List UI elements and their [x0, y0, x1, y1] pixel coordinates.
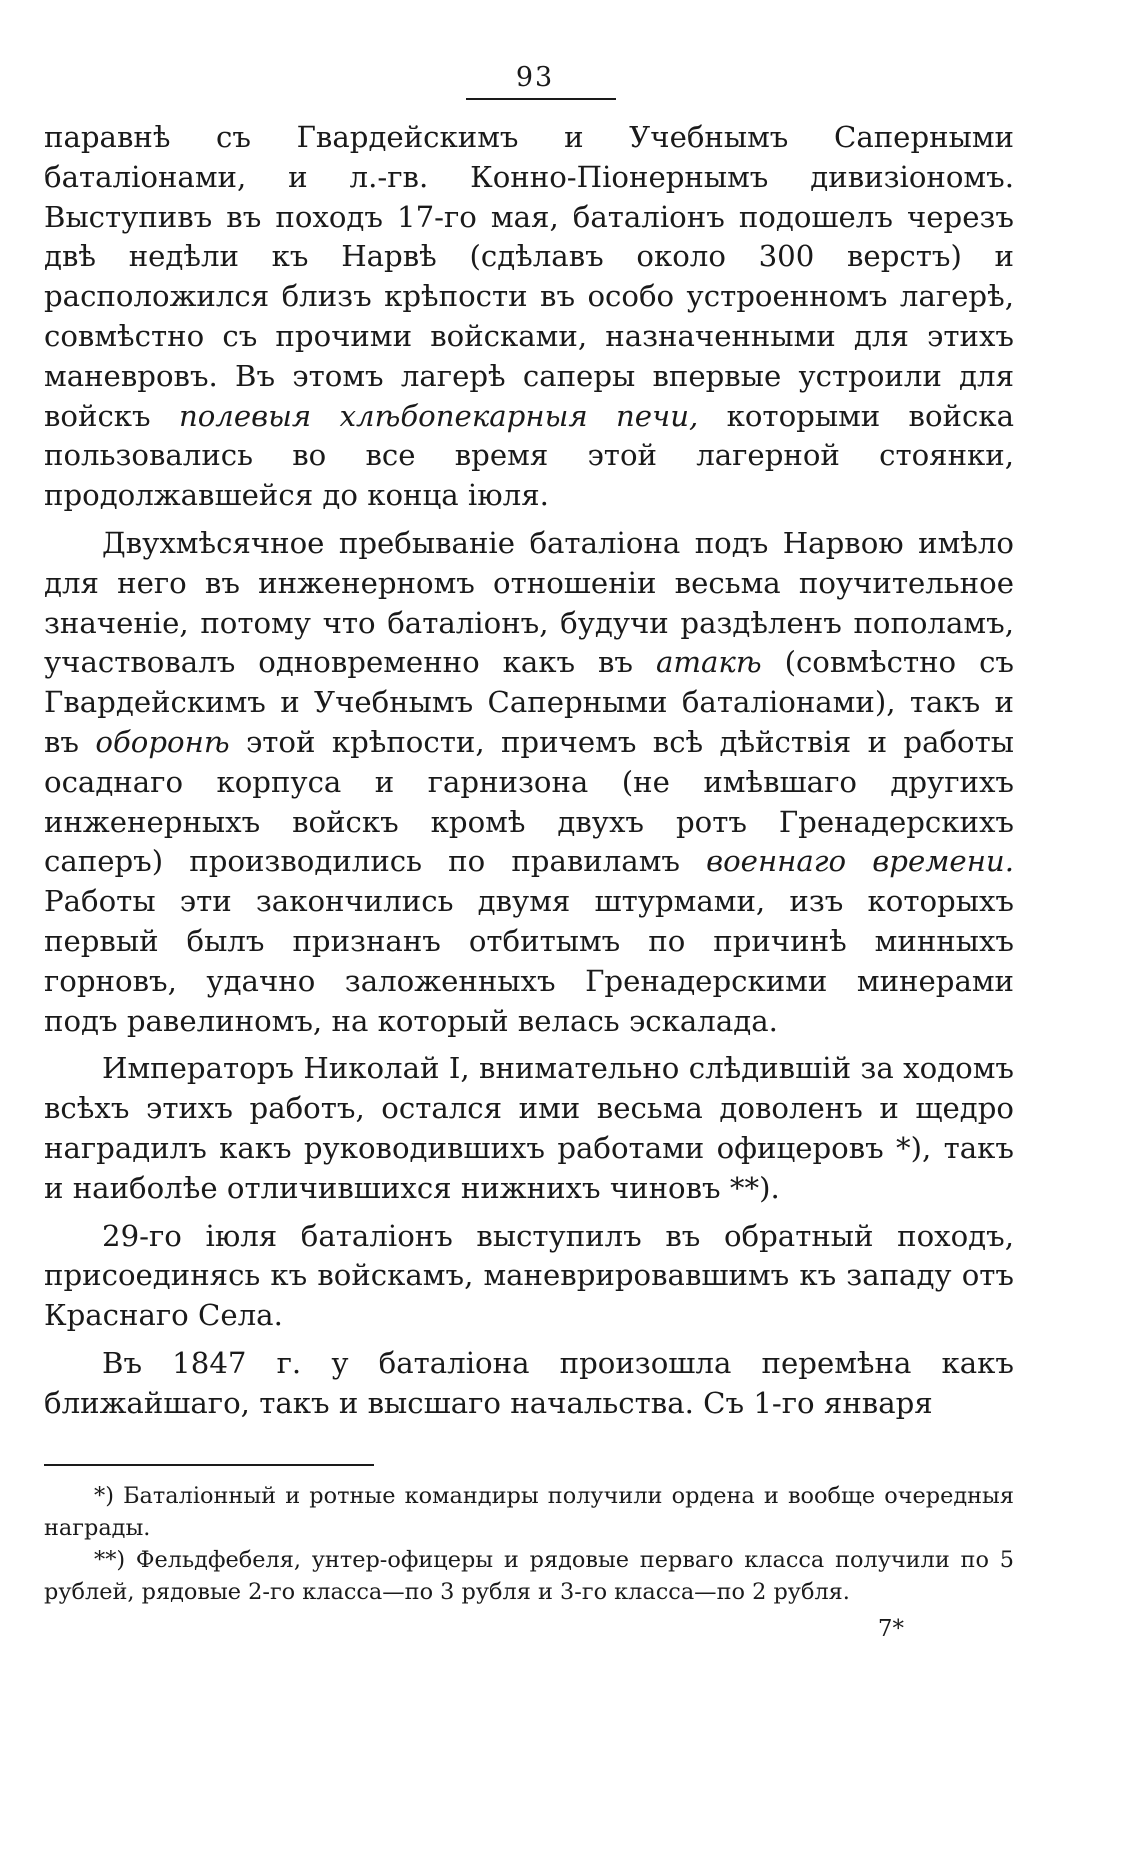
- body-text: [44, 118, 1014, 1424]
- text-run: Императоръ Николай I, внимательно слѣдившій за ходомъ всѣхъ этихъ работъ, остался ими весьма доволенъ и щедро наградилъ какъ руководившихъ работами офицеровъ *), такъ и наиболѣе отличившихся нижнихъ чиновъ **).: [44, 1051, 1014, 1205]
- footnote-separator: [44, 1464, 374, 1466]
- footnote: **) Фельдфебеля, унтер-офицеры и рядовые перваго класса получили по 5 рублей, рядовые 2-го класса—по 3 рубля и 3-го класса—по 2 рубля.: [44, 1546, 1014, 1605]
- footnotes: [44, 1480, 1014, 1608]
- paragraph: [44, 1217, 1014, 1336]
- text-run: Работы эти закончились двумя штурмами, изъ которыхъ первый былъ признанъ отбитымъ по причинѣ минныхъ горновъ, удачно заложенныхъ Гренадерскими минерами подъ равелиномъ, на который велась эскалада.: [44, 884, 1014, 1038]
- paragraph: [44, 118, 1014, 516]
- text-run: (совмѣстно съ Гвардейскимъ и Учебнымъ Саперными баталіонами), такъ и въ: [44, 645, 1014, 759]
- paragraph: [44, 1049, 1014, 1208]
- paragraph: [44, 1344, 1014, 1424]
- text-run: этой крѣпости, причемъ всѣ дѣйствія и работы осаднаго корпуса и гарнизона (не имѣвшаго другихъ инженерныхъ войскъ кромѣ двухъ ротъ Гренадерскихъ саперъ) производились по правиламъ: [44, 724, 1014, 879]
- text-run: паравнѣ съ Гвардейскимъ и Учебнымъ Саперными баталіонами, и л.-гв. Конно-Піонернымъ дивизіономъ. Выступивъ въ походъ 17-го мая, баталіонъ подошелъ черезъ двѣ недѣли къ Нарвѣ (сдѣлавъ около 300 верстъ) и расположился близъ крѣпости въ особо устроенномъ лагерѣ, совмѣстно съ прочими войсками, назначенными для этихъ маневровъ. Въ этомъ лагерѣ саперы впервые устроили для войскъ: [44, 120, 1014, 433]
- page-number-rule: [466, 98, 616, 100]
- text-run: Въ 1847 г. у баталіона произошла перемѣна какъ ближайшаго, такъ и высшаго начальства. Съ 1-го января: [44, 1345, 1014, 1420]
- text-run: которыми войска пользовались во все время этой лагерной стоянки, продолжавшейся до конца іюля.: [44, 398, 1014, 513]
- text-run: Двухмѣсячное пребываніе баталіона подъ Нарвою имѣло для него въ инженерномъ отношеніи весьма поучительное значеніе, потому что баталіонъ, будучи раздѣленъ пополамъ, участвовалъ одновременно какъ въ: [44, 525, 1014, 680]
- italic-phrase: атакѣ: [655, 645, 762, 680]
- italic-phrase: полевыя хлѣбопекарныя печи,: [178, 398, 699, 433]
- italic-phrase: военнаго времени.: [706, 844, 1014, 879]
- book-page: [44, 60, 1014, 1642]
- signature-mark: 7*: [877, 1615, 904, 1642]
- footnote: *) Баталіонный и ротные командиры получили ордена и вообще очередныя награды.: [44, 1482, 1014, 1541]
- text-run: 29-го іюля баталіонъ выступилъ въ обратный походъ, присоединясь къ войскамъ, маневрировавшимъ къ западу отъ Краснаго Села.: [44, 1218, 1014, 1333]
- paragraph: [44, 524, 1014, 1041]
- italic-phrase: оборонѣ: [95, 724, 230, 759]
- page-number: 93: [515, 62, 555, 93]
